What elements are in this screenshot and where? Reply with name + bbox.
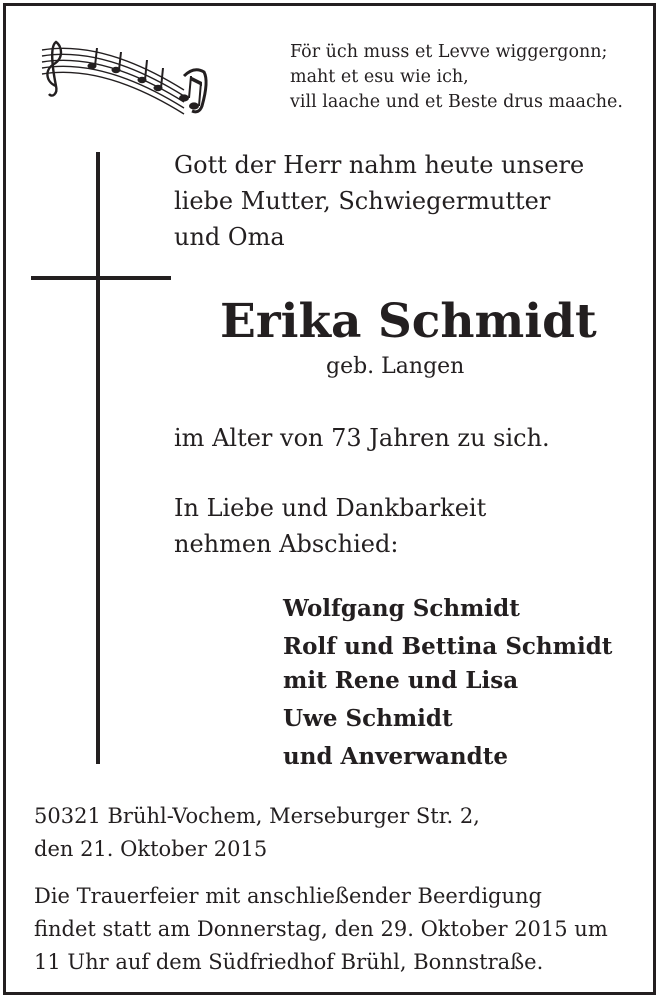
farewell-line: nehmen Abschied: (174, 530, 399, 558)
maiden-name: geb. Langen (326, 354, 465, 379)
service-info (34, 880, 608, 979)
deceased-name: Erika Schmidt (220, 294, 597, 349)
service-line: Die Trauerfeier mit anschließender Beerdigung (34, 884, 542, 908)
mourner-entry: Uwe Schmidt (283, 705, 453, 732)
cross-crossbar (31, 276, 171, 280)
farewell-text (174, 490, 486, 562)
mourner-entry: mit Rene und Lisa (283, 667, 519, 694)
mourner-entry: und Anverwandte (283, 743, 508, 770)
poem-line: maht et esu wie ich, (290, 67, 469, 87)
address-block (34, 800, 480, 866)
intro-line: liebe Mutter, Schwiegermutter (174, 187, 551, 215)
service-line: findet statt am Donnerstag, den 29. Oktober 2015 um (34, 917, 608, 941)
intro-line: und Oma (174, 223, 285, 251)
address-line: 50321 Brühl-Vochem, Merseburger Str. 2, (34, 804, 480, 828)
music-notes-icon (34, 36, 214, 116)
cross-icon (96, 152, 100, 764)
intro-line: Gott der Herr nahm heute unsere (174, 151, 585, 179)
poem-line: För üch muss et Levve wiggergonn; (290, 42, 608, 62)
farewell-line: In Liebe und Dankbarkeit (174, 494, 487, 522)
poem (290, 40, 623, 115)
mourner-entry: Wolfgang Schmidt (283, 595, 520, 622)
mourners-list (283, 592, 612, 774)
service-line: 11 Uhr auf dem Südfriedhof Brühl, Bonnstraße. (34, 950, 544, 974)
date-line: den 21. Oktober 2015 (34, 837, 268, 861)
intro-text (174, 147, 584, 255)
age-line: im Alter von 73 Jahren zu sich. (174, 424, 550, 452)
mourner-entry: Rolf und Bettina Schmidt (283, 633, 613, 660)
poem-line: vill laache und et Beste drus maache. (290, 92, 623, 112)
